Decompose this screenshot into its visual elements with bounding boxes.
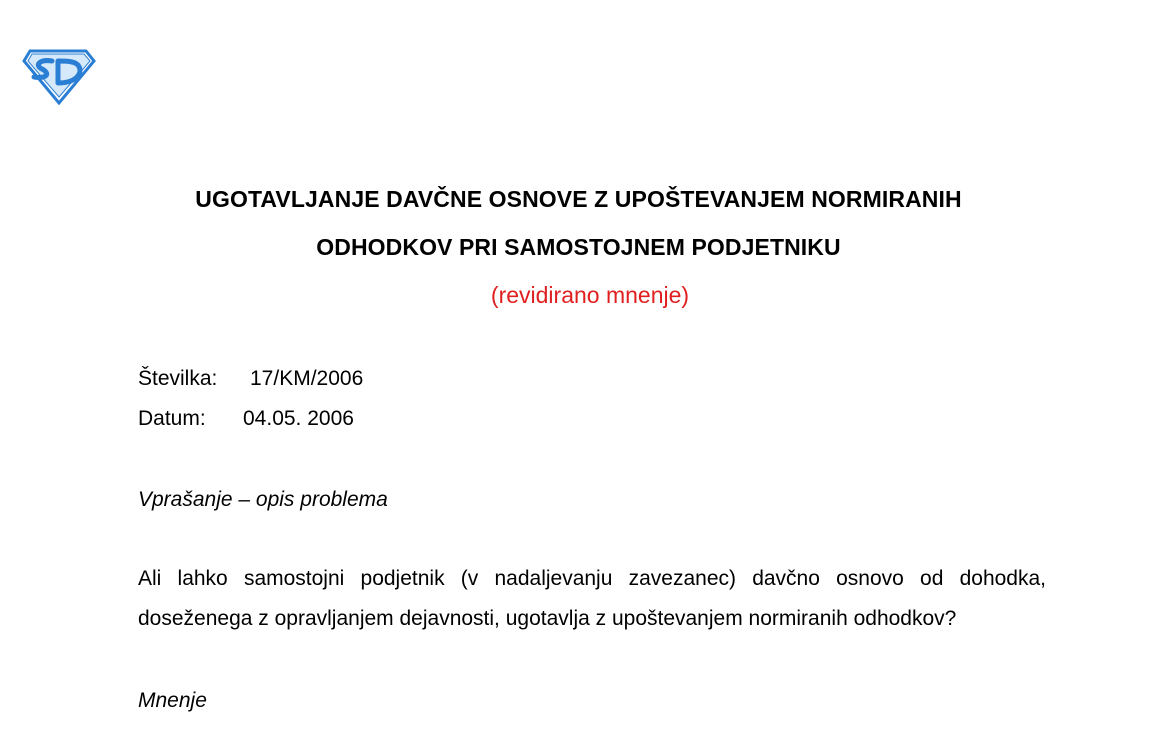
document-subtitle: (revidirano mnenje) xyxy=(490,282,690,308)
document-title-line-1: UGOTAVLJANJE DAVČNE OSNOVE Z UPOŠTEVANJEM NORMIRANIH xyxy=(195,186,962,212)
question-text-line-2: doseženega z opravljanjem dejavnosti, ugotavlja z upoštevanjem normiranih odhodkov? xyxy=(138,607,957,630)
number-value: 17/KM/2006 xyxy=(250,367,364,390)
diamond-logo-icon xyxy=(22,47,96,105)
document-number xyxy=(138,367,363,391)
date-value: 04.05. 2006 xyxy=(243,407,354,430)
date-label: Datum: xyxy=(138,407,206,430)
document-date xyxy=(138,407,354,431)
sd-logo xyxy=(22,47,96,105)
question-heading: Vprašanje – opis problema xyxy=(138,488,388,511)
number-label: Številka: xyxy=(138,367,218,390)
opinion-heading: Mnenje xyxy=(138,689,207,712)
question-text-line-1: Ali lahko samostojni podjetnik (v nadaljevanju zavezanec) davčno osnovo od dohodka, xyxy=(138,567,1046,590)
document-title-line-2: ODHODKOV PRI SAMOSTOJNEM PODJETNIKU xyxy=(316,234,841,260)
